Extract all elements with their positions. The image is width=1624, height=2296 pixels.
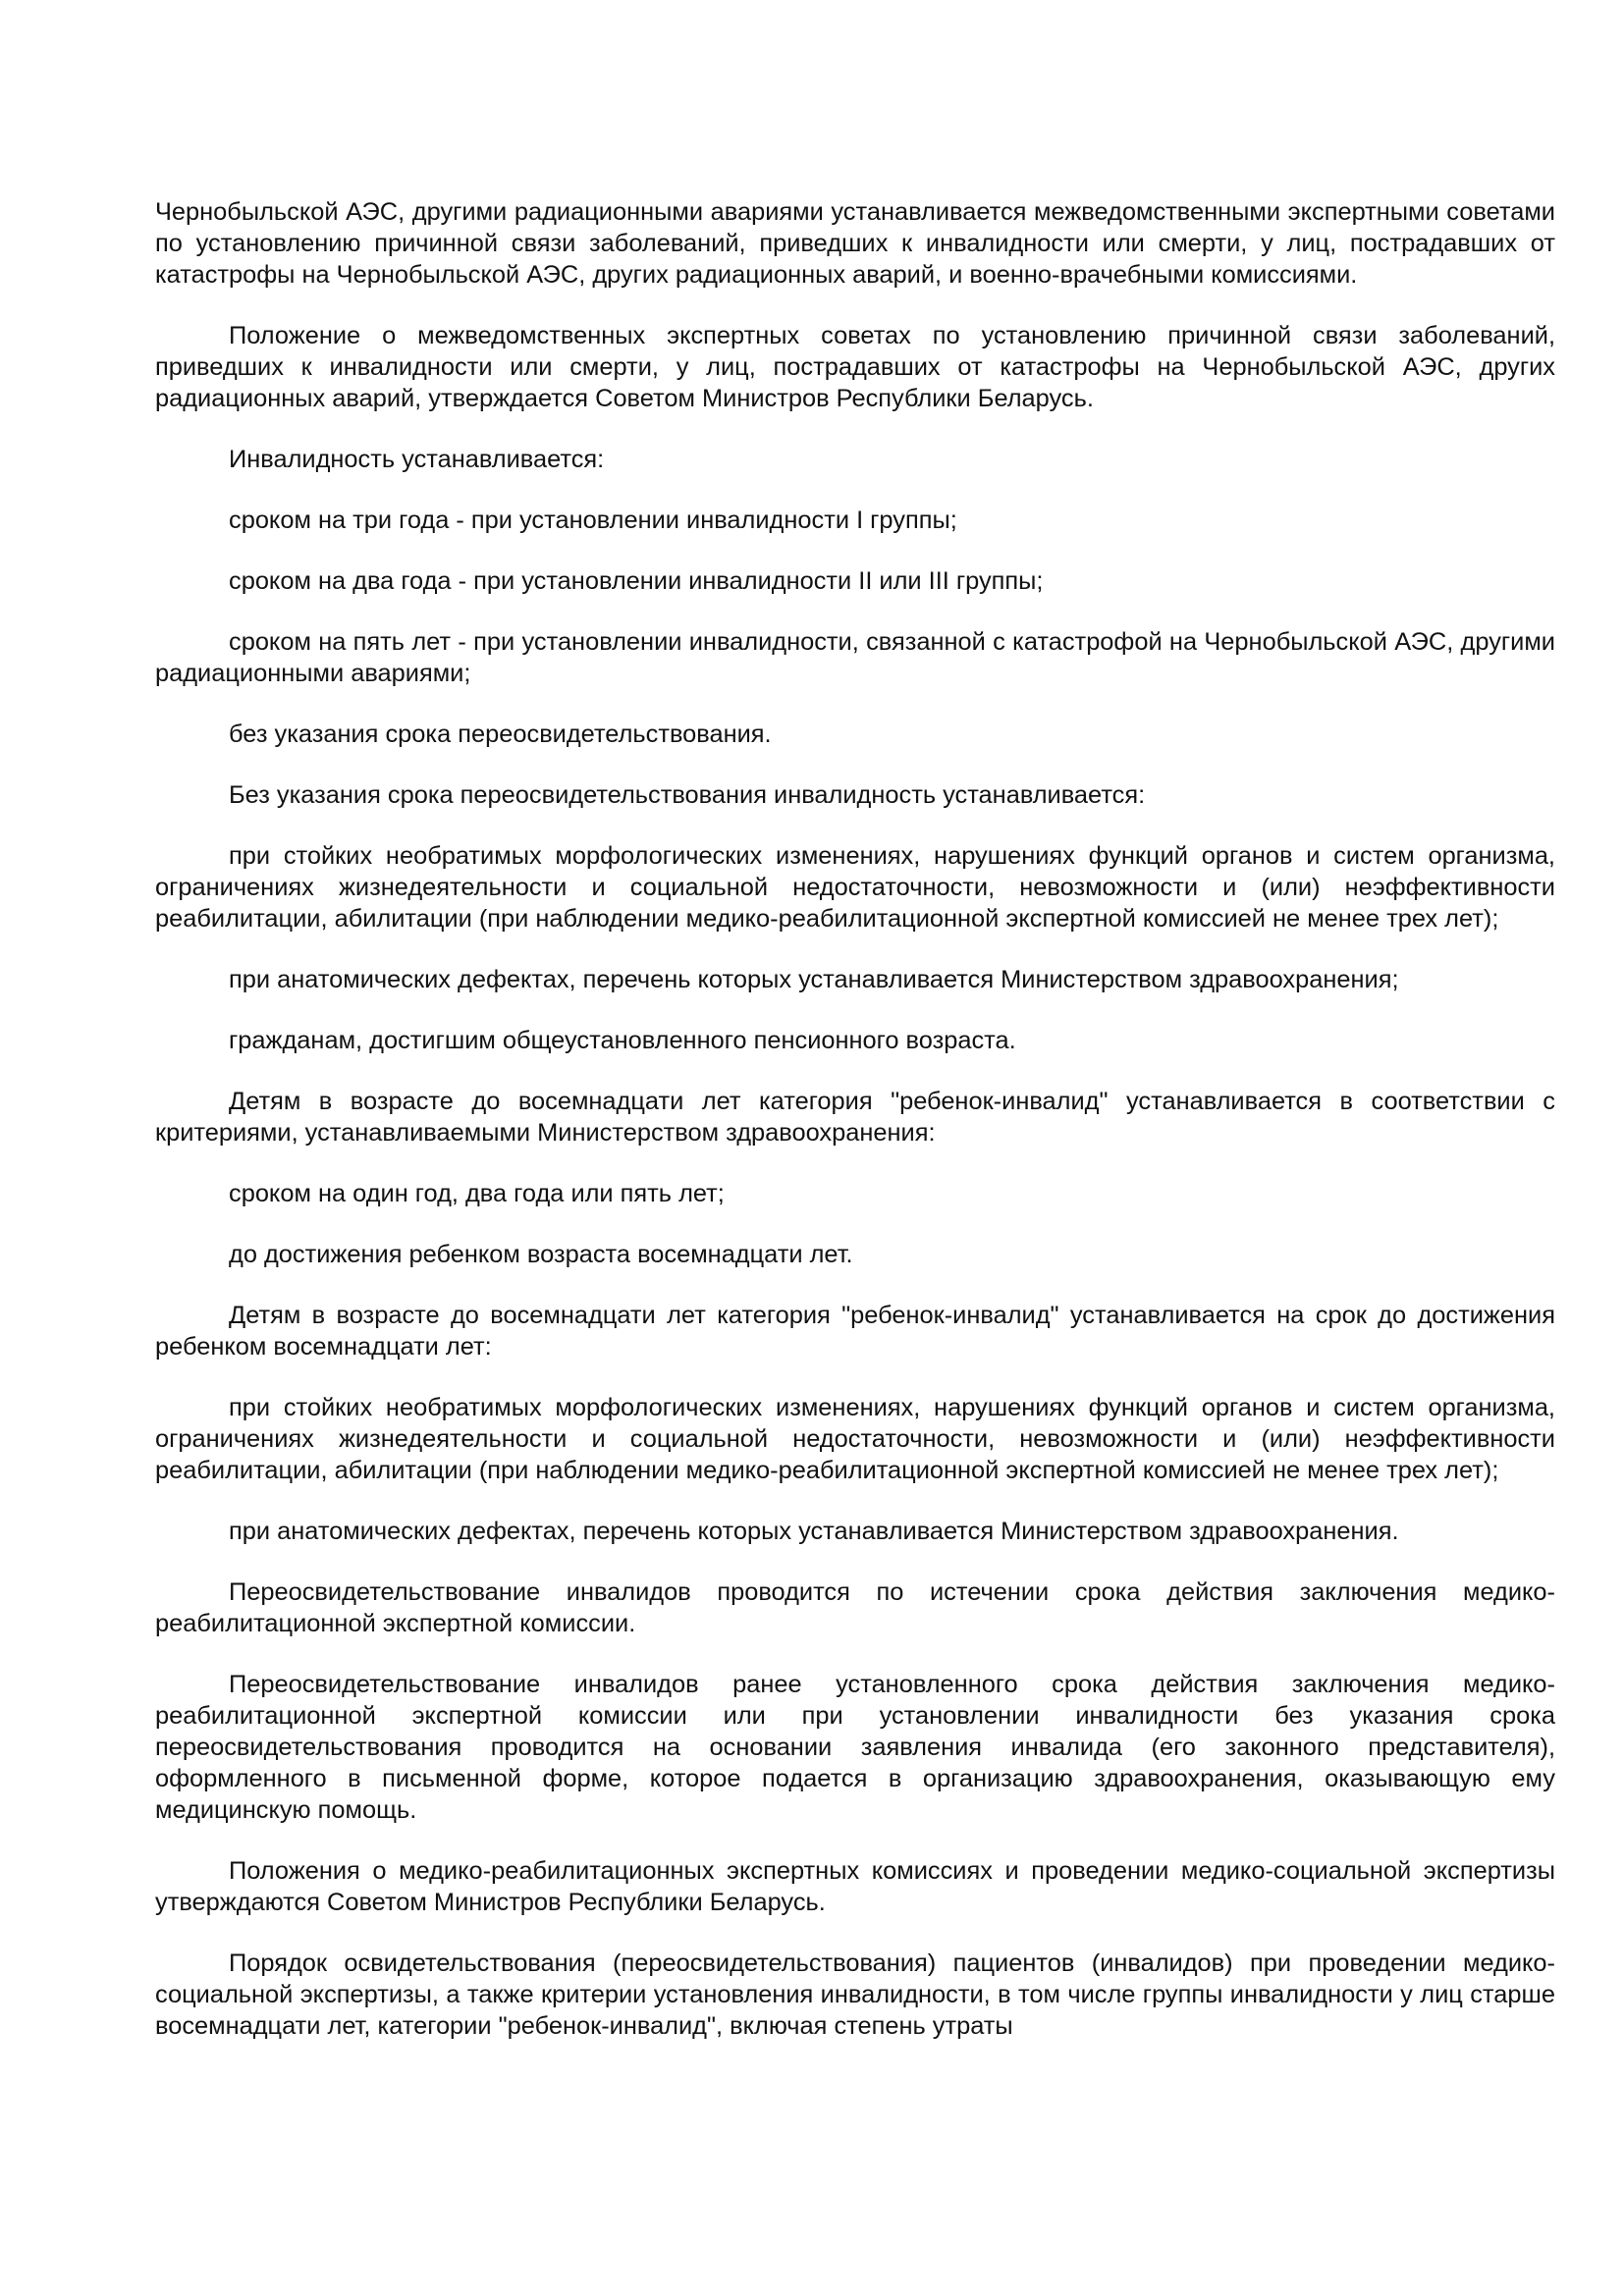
paragraph-11: гражданам, достигшим общеустановленного пенсионного возраста.	[229, 1027, 1016, 1054]
paragraph-16: при стойких необратимых морфологических изменениях, нарушениях функций органов и систем организма, ограничениях жизнедеятельности и социальной недостаточности, невозможности и (или) неэффективности реабилитации, абилитации (при наблюдении медико-реабилитационной экспертной комиссией не менее трех лет);	[155, 1394, 1555, 1484]
paragraph-18: Переосвидетельствование инвалидов проводится по истечении срока действия заключения медико-реабилитационной экспертной комиссии.	[155, 1578, 1555, 1637]
paragraph-15: Детям в возрасте до восемнадцати лет категория "ребенок-инвалид" устанавливается на срок до достижения ребенком восемнадцати лет:	[155, 1302, 1555, 1361]
paragraph-2: Положение о межведомственных экспертных советах по установлению причинной связи заболеваний, приведших к инвалидности или смерти, у лиц, пострадавших от катастрофы на Чернобыльской АЭС, других радиационных аварий, утверждается Советом Министров Республики Беларусь.	[155, 322, 1555, 412]
paragraph-1: Чернобыльской АЭС, другими радиационными авариями устанавливается межведомственными экспертными советами по установлению причинной связи заболеваний, приведших к инвалидности или смерти, у лиц, пострадавших от катастрофы на Чернобыльской АЭС, других радиационных аварий, и военно-врачебными комиссиями.	[155, 198, 1555, 289]
paragraph-5: сроком на два года - при установлении инвалидности II или III группы;	[229, 567, 1044, 595]
paragraph-20: Положения о медико-реабилитационных экспертных комиссиях и проведении медико-социальной экспертизы утверждаются Советом Министров Республики Беларусь.	[155, 1857, 1555, 1916]
paragraph-9: при стойких необратимых морфологических изменениях, нарушениях функций органов и систем организма, ограничениях жизнедеятельности и социальной недостаточности, невозможности и (или) неэффективности реабилитации, абилитации (при наблюдении медико-реабилитационной экспертной комиссией не менее трех лет);	[155, 842, 1555, 933]
paragraph-13: сроком на один год, два года или пять лет;	[229, 1180, 725, 1207]
paragraph-19: Переосвидетельствование инвалидов ранее установленного срока действия заключения медико-реабилитационной экспертной комиссии или при установлении инвалидности без указания срока переосвидетельствования проводится на основании заявления инвалида (его законного представителя), оформленного в письменной форме, которое подается в организацию здравоохранения, оказывающую ему медицинскую помощь.	[155, 1671, 1555, 1824]
paragraph-7: без указания срока переосвидетельствования.	[229, 721, 772, 748]
paragraph-6: сроком на пять лет - при установлении инвалидности, связанной с катастрофой на Чернобыльской АЭС, другими радиационными авариями;	[155, 628, 1555, 687]
paragraph-14: до достижения ребенком возраста восемнадцати лет.	[229, 1241, 853, 1268]
paragraph-12: Детям в возрасте до восемнадцати лет категория "ребенок-инвалид" устанавливается в соответствии с критериями, устанавливаемыми Министерством здравоохранения:	[155, 1088, 1555, 1147]
paragraph-17: при анатомических дефектах, перечень которых устанавливается Министерством здравоохранения.	[229, 1518, 1399, 1545]
document-page	[155, 196, 1555, 2071]
paragraph-21: Порядок освидетельствования (переосвидетельствования) пациентов (инвалидов) при проведении медико-социальной экспертизы, а также критерии установления инвалидности, в том числе группы инвалидности у лиц старше восемнадцати лет, категории "ребенок-инвалид", включая степень утраты	[155, 1949, 1555, 2040]
paragraph-4: сроком на три года - при установлении инвалидности I группы;	[229, 507, 957, 534]
paragraph-8: Без указания срока переосвидетельствования инвалидность устанавливается:	[229, 781, 1146, 809]
paragraph-3: Инвалидность устанавливается:	[229, 446, 605, 473]
paragraph-10: при анатомических дефектах, перечень которых устанавливается Министерством здравоохранения;	[229, 966, 1399, 993]
